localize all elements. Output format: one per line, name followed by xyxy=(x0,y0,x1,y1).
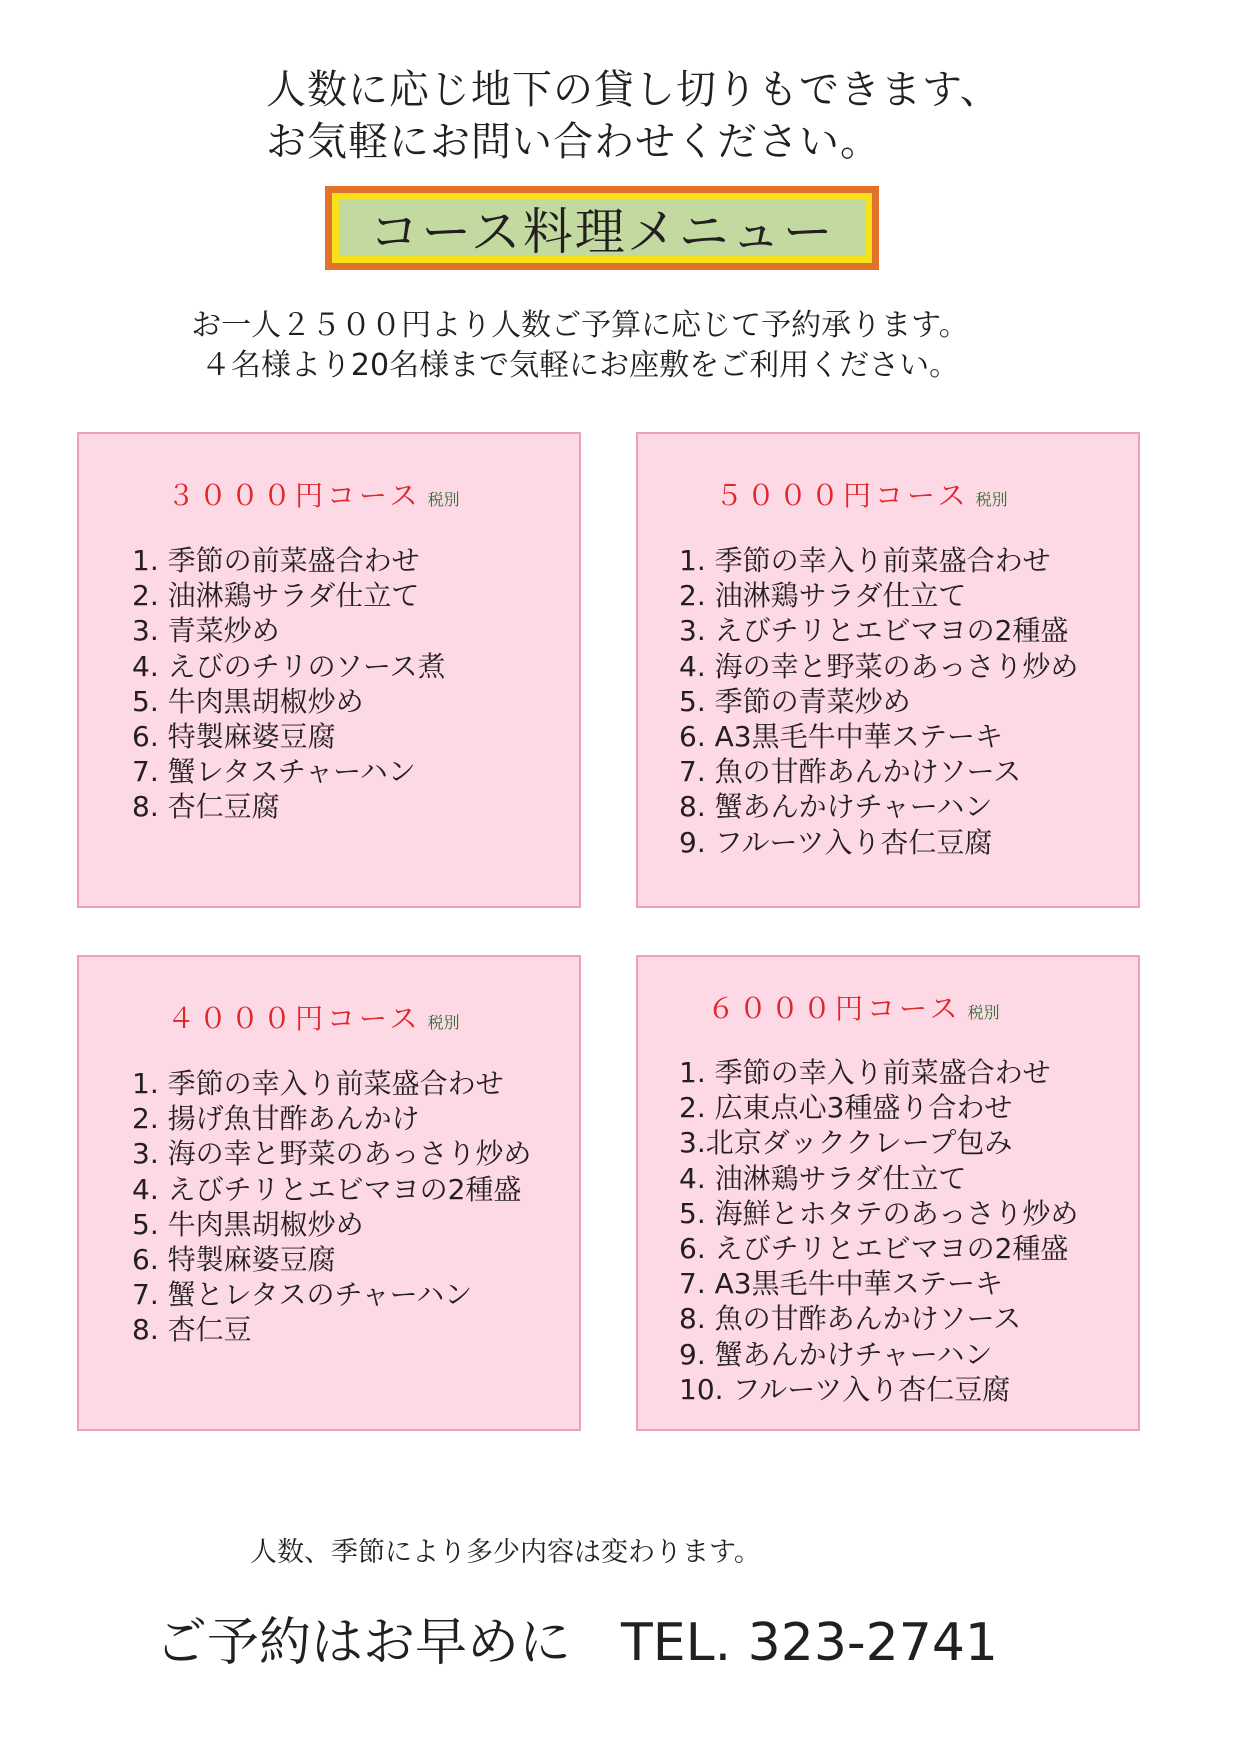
course-name: ４０００円コース xyxy=(167,1002,422,1035)
list-item: 7. 魚の甘酢あんかけソース xyxy=(679,755,1022,789)
list-item: 4. 海の幸と野菜のあっさり炒め xyxy=(679,649,1079,683)
phone-number: TEL. 323-2741 xyxy=(621,1613,999,1673)
list-item: 1. 季節の幸入り前菜盛合わせ xyxy=(679,544,1051,577)
lead-text xyxy=(0,306,1160,386)
reservation-line xyxy=(155,1600,998,1675)
list-item: 8. 杏仁豆 xyxy=(132,1313,252,1347)
course-name: ３０００円コース xyxy=(167,479,422,512)
course-card-4000 xyxy=(77,955,581,1431)
list-item: 9. 蟹あんかけチャーハン xyxy=(679,1337,993,1371)
list-item: 2. 揚げ魚甘酢あんかけ xyxy=(132,1102,420,1136)
course-card-3000 xyxy=(77,432,581,908)
list-item: 8. 蟹あんかけチャーハン xyxy=(679,790,993,824)
list-item: 6. えびチリとエビマヨの2種盛 xyxy=(679,1232,1069,1266)
tax-label: 税別 xyxy=(427,490,460,509)
list-item: 4. えびのチリのソース煮 xyxy=(132,649,446,683)
list-item: 9. フルーツ入り杏仁豆腐 xyxy=(679,825,993,859)
intro-text xyxy=(266,64,1166,168)
lead-line-1: お一人２５００円より人数ご予算に応じて予約承ります。 xyxy=(191,308,969,343)
course-header xyxy=(167,474,460,514)
course-name: ５０００円コース xyxy=(715,479,970,512)
reservation-text: ご予約はお早めに xyxy=(155,1613,572,1673)
tax-label: 税別 xyxy=(427,1013,460,1032)
list-item: 4. えびチリとエビマヨの2種盛 xyxy=(132,1172,522,1206)
list-item: 7. A3黒毛牛中華ステーキ xyxy=(679,1267,1004,1301)
course-item-list xyxy=(679,543,1078,860)
list-item: 2. 油淋鶏サラダ仕立て xyxy=(679,579,967,613)
list-item: 8. 魚の甘酢あんかけソース xyxy=(679,1302,1022,1336)
intro-line-1: 人数に応じ地下の貸し切りもできます、 xyxy=(266,67,1001,113)
list-item: 5. 海鮮とホタテのあっさり炒め xyxy=(679,1196,1079,1230)
course-header xyxy=(707,987,1000,1027)
list-item: 7. 蟹レタスチャーハン xyxy=(132,755,416,789)
tax-label: 税別 xyxy=(967,1003,1000,1022)
list-item: 1. 季節の幸入り前菜盛合わせ xyxy=(132,1067,504,1100)
list-item: 5. 牛肉黒胡椒炒め xyxy=(132,684,364,718)
list-item: 10. フルーツ入り杏仁豆腐 xyxy=(679,1372,1011,1406)
course-item-list xyxy=(132,1066,531,1348)
list-item: 6. 特製麻婆豆腐 xyxy=(132,1243,336,1277)
list-item: 3. えびチリとエビマヨの2種盛 xyxy=(679,614,1069,648)
course-menu-title: コース料理メニュー xyxy=(339,200,865,256)
list-item: 3.北京ダッククレープ包み xyxy=(679,1126,1013,1160)
list-item: 3. 青菜炒め xyxy=(132,614,280,648)
list-item: 4. 油淋鶏サラダ仕立て xyxy=(679,1161,967,1195)
list-item: 2. 油淋鶏サラダ仕立て xyxy=(132,579,420,613)
content-change-note: 人数、季節により多少内容は変わります。 xyxy=(250,1537,761,1568)
course-name: ６０００円コース xyxy=(707,992,962,1025)
course-card-5000 xyxy=(636,432,1140,908)
list-item: 7. 蟹とレタスのチャーハン xyxy=(132,1278,473,1312)
list-item: 6. 特製麻婆豆腐 xyxy=(132,720,336,754)
list-item: 2. 広東点心3種盛り合わせ xyxy=(679,1091,1013,1125)
list-item: 8. 杏仁豆腐 xyxy=(132,790,280,824)
list-item: 6. A3黒毛牛中華ステーキ xyxy=(679,720,1004,754)
course-menu-title-banner xyxy=(325,186,879,270)
lead-line-2: ４名様より20名様まで気軽にお座敷をご利用ください。 xyxy=(200,348,960,383)
course-header xyxy=(715,474,1008,514)
list-item: 5. 牛肉黒胡椒炒め xyxy=(132,1207,364,1241)
intro-line-2: お気軽にお問い合わせください。 xyxy=(266,119,881,165)
list-item: 5. 季節の青菜炒め xyxy=(679,684,911,718)
list-item: 3. 海の幸と野菜のあっさり炒め xyxy=(132,1137,532,1171)
course-card-6000 xyxy=(636,955,1140,1431)
course-header xyxy=(167,997,460,1037)
course-item-list xyxy=(132,543,446,825)
list-item: 1. 季節の幸入り前菜盛合わせ xyxy=(679,1056,1051,1089)
list-item: 1. 季節の前菜盛合わせ xyxy=(132,544,420,577)
tax-label: 税別 xyxy=(975,490,1008,509)
course-item-list xyxy=(679,1055,1078,1407)
